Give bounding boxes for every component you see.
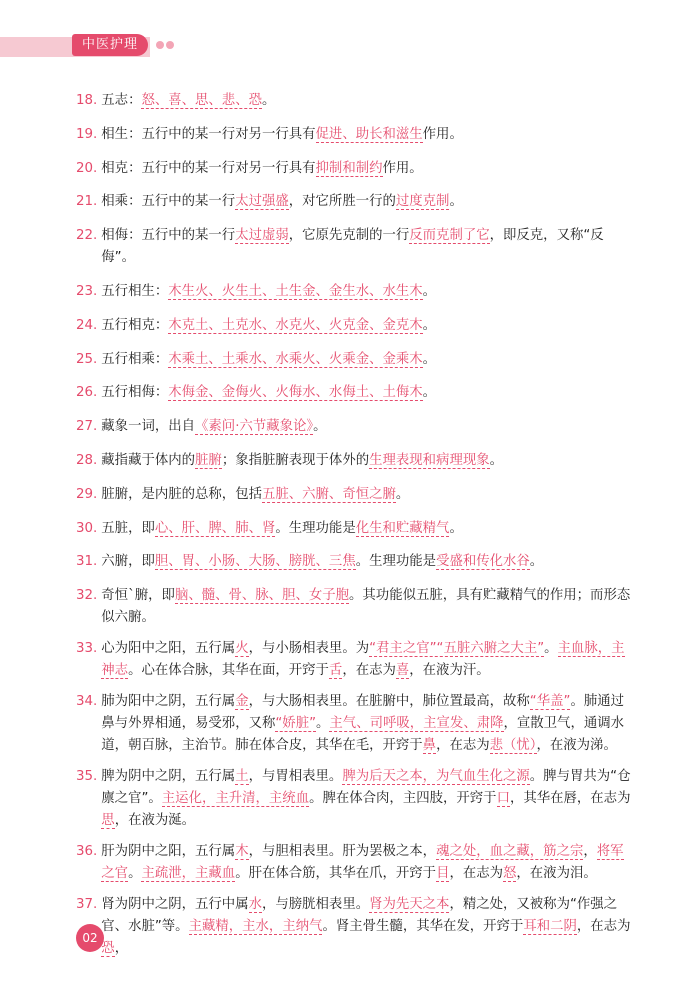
item-number: 27. — [76, 419, 98, 435]
item-text — [101, 691, 636, 757]
highlighted-term: 胆、胃、小肠、大肠、膀胱、三焦 — [154, 554, 356, 570]
item-text — [101, 894, 636, 960]
highlighted-term: 口 — [496, 791, 510, 807]
list-item — [76, 766, 636, 832]
text-segment: 相乘：五行中的某一行 — [101, 194, 236, 210]
highlighted-term: 喜 — [395, 663, 410, 679]
highlighted-term: 木侮金、金侮火、火侮水、水侮土、土侮木 — [168, 385, 423, 401]
list-item — [76, 349, 636, 371]
list-item — [76, 90, 636, 112]
item-number: 23. — [76, 283, 98, 299]
highlighted-term: 主运化，主升清，主统血 — [161, 791, 310, 807]
highlighted-term: 木克土、土克水、水克火、火克金、金克木 — [168, 317, 423, 333]
highlighted-term: “华盖” — [529, 694, 571, 710]
item-number: 29. — [76, 486, 98, 502]
highlighted-term: 主气、司呼吸，主宣发、肃降 — [329, 716, 504, 732]
list-item — [76, 382, 636, 404]
item-text — [101, 551, 636, 573]
text-segment: ；象指脏腑表现于体外的 — [221, 452, 370, 468]
item-text — [101, 416, 636, 438]
text-segment: 五行相生： — [101, 283, 169, 299]
highlighted-term: 耳和二阴 — [523, 919, 577, 935]
text-segment: ，在志为 — [449, 866, 504, 882]
highlighted-term: 舌 — [328, 663, 343, 679]
list-item — [76, 191, 636, 213]
text-segment: 五行相乘： — [101, 351, 169, 367]
item-text — [101, 450, 636, 472]
list-item — [76, 585, 636, 629]
item-number: 18. — [76, 93, 98, 108]
text-segment: ，它原先克制的一行 — [288, 228, 410, 244]
item-number: 24. — [76, 317, 98, 333]
item-text — [101, 638, 636, 682]
text-segment: 相侮：五行中的某一行 — [101, 228, 236, 244]
list-item — [76, 638, 636, 682]
text-segment: 。 — [422, 317, 437, 333]
item-text — [101, 766, 636, 832]
item-text — [101, 191, 636, 213]
highlighted-term: “娇脏” — [275, 716, 317, 732]
text-segment: 。 — [544, 641, 558, 657]
text-segment: 。心在体合脉，其华在面，开窍于 — [128, 663, 329, 679]
list-item — [76, 450, 636, 472]
text-segment: 。 — [449, 194, 463, 210]
highlighted-term: 《素问·六节藏象论》 — [195, 419, 314, 435]
text-segment: 五志： — [101, 93, 142, 108]
text-segment: 藏指藏于体内的 — [101, 452, 196, 468]
highlighted-term: 木乘土、土乘水、水乘火、火乘金、金乘木 — [168, 351, 423, 367]
highlighted-term: 火 — [235, 641, 249, 657]
text-segment: ，在液为涎。 — [114, 813, 196, 829]
text-segment: 。脾在体合肉，主四肢，开窍于 — [309, 791, 497, 807]
text-segment: 。生理功能是 — [275, 520, 356, 536]
text-segment: ，对它所胜一行的 — [288, 194, 396, 210]
item-number: 31. — [76, 554, 98, 570]
highlighted-term: 主疏泄，主藏血 — [141, 866, 236, 882]
text-segment: ，精之处，又被称为“作强之官、水脏”等。 — [101, 897, 618, 935]
text-segment: 。 — [316, 716, 330, 732]
highlighted-term: 心、肝、脾、肺、肾 — [154, 520, 276, 536]
decorative-dot — [166, 41, 174, 49]
text-segment: 。生理功能是 — [355, 554, 437, 570]
text-segment: 。 — [529, 554, 544, 570]
list-item — [76, 484, 636, 506]
list-item — [76, 315, 636, 337]
list-item — [76, 841, 636, 885]
item-text — [101, 315, 636, 337]
item-number: 22. — [76, 228, 98, 244]
text-segment: ，与胆相表里。肝为罢极之本， — [248, 844, 437, 860]
item-number: 37. — [76, 897, 98, 913]
highlighted-term: 生理表现和病理现象 — [369, 452, 490, 468]
text-segment: 相克：五行中的某一行对另一行具有 — [101, 160, 316, 176]
item-number: 30. — [76, 520, 98, 536]
text-segment: 肺为阳中之阴，五行属 — [101, 694, 236, 710]
highlighted-term: 金 — [235, 694, 249, 710]
item-text — [101, 225, 636, 269]
highlighted-term: 脑、髓、骨、脉、胆、女子胞 — [174, 588, 350, 604]
content-list — [76, 90, 636, 969]
highlighted-term: 脏腑 — [195, 452, 222, 468]
item-text — [101, 349, 636, 371]
item-number: 19. — [76, 126, 98, 142]
text-segment: ，与大肠相表里。在脏腑中，肺位置最高，故称 — [248, 694, 530, 710]
section-title-badge: 中医护理 — [72, 34, 148, 56]
highlighted-term: 鼻 — [422, 738, 437, 754]
text-segment: ，即反克，又称“反侮”。 — [101, 228, 604, 266]
list-item — [76, 416, 636, 438]
highlighted-term: 受盛和传化水谷 — [436, 554, 530, 570]
highlighted-term: 目 — [436, 866, 450, 882]
highlighted-term: 肾为先天之本 — [369, 897, 450, 913]
highlighted-term: 抑制和制约 — [315, 160, 383, 176]
text-segment: 。 — [395, 486, 410, 502]
text-segment: 。 — [128, 866, 142, 882]
item-number: 20. — [76, 160, 98, 176]
highlighted-term: 怒、喜、思、悲、恐 — [141, 93, 262, 108]
highlighted-term: 木生火、火生土、土生金、金生水、水生木 — [168, 283, 423, 299]
text-segment: 脾为阴中之阴，五行属 — [101, 769, 236, 785]
text-segment: 藏象一词，出自 — [101, 419, 196, 435]
highlighted-term: 太过虚弱 — [235, 228, 289, 244]
text-segment: 。 — [422, 283, 437, 299]
highlighted-term: 促进、助长和滋生 — [315, 126, 423, 142]
highlighted-term: 恐 — [101, 941, 115, 957]
text-segment: 。 — [422, 385, 437, 401]
highlighted-term: 化生和贮藏精气 — [355, 520, 450, 536]
item-number: 33. — [76, 641, 98, 657]
item-text — [101, 124, 636, 146]
text-segment: ，在液为泪。 — [516, 866, 597, 882]
text-segment: 六腑，即 — [101, 554, 155, 570]
item-text — [101, 585, 636, 629]
text-segment: 心为阳中之阳，五行属 — [101, 641, 236, 657]
item-number: 36. — [76, 844, 98, 860]
list-item — [76, 894, 636, 960]
item-number: 34. — [76, 694, 98, 710]
page-number: 02 — [76, 924, 104, 952]
highlighted-term: 思 — [101, 813, 115, 829]
text-segment: 。肝在体合筋，其华在爪，开窍于 — [235, 866, 437, 882]
highlighted-term: 将军之官 — [101, 844, 624, 882]
decorative-dot — [156, 41, 164, 49]
text-segment: 五脏，即 — [101, 520, 155, 536]
item-text — [101, 90, 636, 112]
item-text — [101, 382, 636, 404]
highlighted-term: 悲（忧） — [489, 738, 537, 754]
text-segment: 五行相侮： — [101, 385, 169, 401]
item-number: 32. — [76, 588, 98, 604]
text-segment: 作用。 — [422, 126, 463, 142]
highlighted-term: “君主之官”“五脏六腑之大主” — [369, 641, 545, 657]
item-text — [101, 841, 636, 885]
list-item — [76, 281, 636, 303]
text-segment: ，与小肠相表里。为 — [248, 641, 370, 657]
text-segment: 肾为阴中之阴，五行中属 — [101, 897, 249, 913]
text-segment: ，在志为 — [342, 663, 396, 679]
highlighted-term: 水 — [248, 897, 262, 913]
highlighted-term: 魂之处，血之藏，筋之宗 — [436, 844, 584, 860]
highlighted-term: 怒 — [503, 866, 517, 882]
text-segment: 。 — [449, 520, 463, 536]
text-segment: ， — [583, 844, 597, 860]
text-segment: ，宣散卫气，通调水道，朝百脉，主治节。肺在体合皮，其华在毛，开窍于 — [101, 716, 625, 754]
text-segment: 。 — [313, 419, 327, 435]
highlighted-term: 木 — [235, 844, 249, 860]
text-segment: ，其华在唇，在志为 — [509, 791, 631, 807]
text-segment: ，与膀胱相表里。 — [261, 897, 370, 913]
highlighted-term: 脾为后天之本，为气血生化之源 — [342, 769, 530, 785]
text-segment: 。肺通过鼻与外界相通，易受邪，又称 — [101, 694, 625, 732]
item-text — [101, 281, 636, 303]
item-number: 21. — [76, 194, 98, 210]
list-item — [76, 158, 636, 180]
text-segment: ， — [114, 941, 129, 957]
highlighted-term: 过度克制 — [395, 194, 450, 210]
item-number: 25. — [76, 351, 98, 367]
highlighted-term: 土 — [235, 769, 249, 785]
list-item — [76, 518, 636, 540]
text-segment: ，在液为汗。 — [409, 663, 490, 679]
text-segment: ，与胃相表里。 — [248, 769, 343, 785]
text-segment: 。肾主骨生髓，其华在发，开窍于 — [322, 919, 524, 935]
list-item — [76, 551, 636, 573]
text-segment: 。其功能似五脏，具有贮藏精气的作用；而形态似六腑。 — [101, 588, 631, 626]
highlighted-term: 太过强盛 — [235, 194, 289, 210]
item-text — [101, 518, 636, 540]
item-number: 35. — [76, 769, 98, 785]
text-segment: 。 — [261, 93, 276, 108]
text-segment: ，在志为 — [576, 919, 631, 935]
item-number: 26. — [76, 385, 98, 401]
text-segment: 五行相克： — [101, 317, 169, 333]
text-segment: 。 — [422, 351, 437, 367]
text-segment: 作用。 — [382, 160, 423, 176]
highlighted-term: 反而克制了它 — [409, 228, 490, 244]
item-number: 28. — [76, 452, 98, 468]
list-item — [76, 124, 636, 146]
text-segment: 脏腑，是内脏的总称，包括 — [101, 486, 262, 502]
list-item — [76, 691, 636, 757]
highlighted-term: 主藏精，主水，主纳气 — [188, 919, 323, 935]
text-segment: 。 — [489, 452, 504, 468]
text-segment: ，在志为 — [436, 738, 490, 754]
highlighted-term: 主血脉，主神志 — [101, 641, 625, 679]
text-segment: ，在液为涕。 — [536, 738, 617, 754]
text-segment: 奇恒`腑，即 — [101, 588, 175, 604]
item-text — [101, 158, 636, 180]
text-segment: 肝为阴中之阳，五行属 — [101, 844, 236, 860]
item-text — [101, 484, 636, 506]
list-item — [76, 225, 636, 269]
highlighted-term: 五脏、六腑、奇恒之腑 — [261, 486, 396, 502]
text-segment: 相生：五行中的某一行对另一行具有 — [101, 126, 316, 142]
text-segment: 。脾与胃共为“仓廪之官”。 — [101, 769, 631, 807]
